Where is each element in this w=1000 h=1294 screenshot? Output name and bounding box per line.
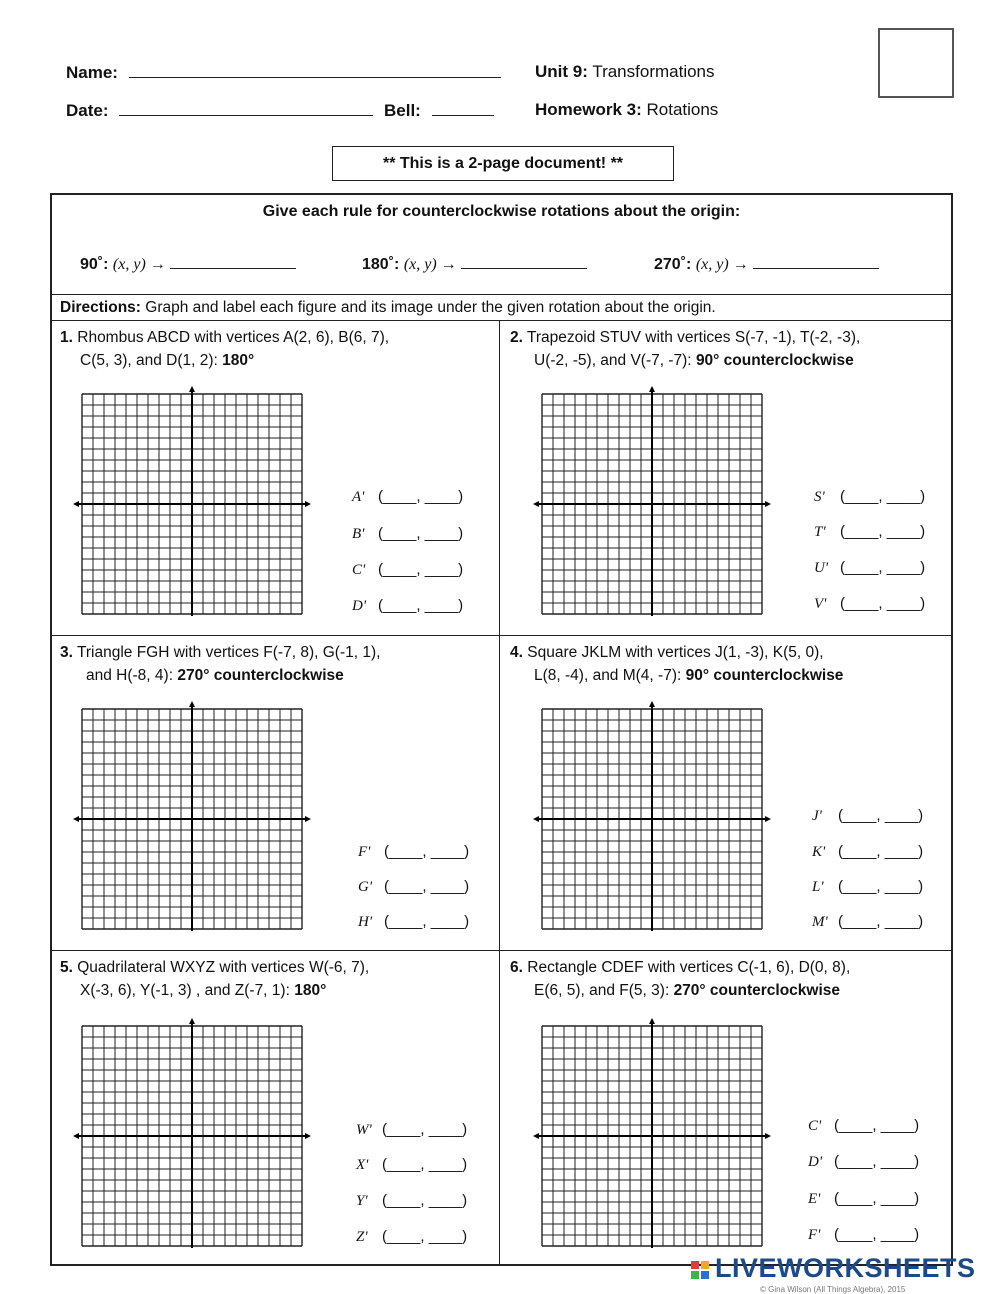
rule-expr: (x, y) → [112,256,166,273]
problem-text: Triangle FGH with vertices F(-7, 8), G(-1, 1), [76,644,381,661]
copyright: © Gina Wilson (All Things Algebra), 2015 [760,1285,906,1294]
problem-number: 3. [60,644,73,661]
problem-text: X(-3, 6), Y(-1, 3) , and Z(-7, 1): [80,982,290,999]
answer-blank[interactable]: (____, ____) [382,1192,468,1209]
rule-degree: 90˚: [80,256,109,273]
answer-label: B' [352,526,365,542]
answer-line[interactable] [812,878,923,896]
coordinate-grid[interactable] [532,1018,776,1248]
answer-line[interactable] [812,913,923,931]
answer-line[interactable] [808,1117,919,1135]
x-axis-arrow-icon [305,816,311,822]
answer-line[interactable] [352,488,463,506]
answer-blank[interactable]: (____, ____) [384,843,470,860]
coordinate-grid[interactable] [532,386,776,616]
answer-blank[interactable]: (____, ____) [838,807,924,824]
x-axis-arrow-icon [533,816,539,822]
answer-label: Y' [356,1193,368,1209]
rule-degree: 270˚: [654,256,692,273]
problem-3 [60,641,490,687]
coordinate-grid[interactable] [72,1018,316,1248]
problem-1 [60,326,490,372]
logo-block [691,1271,699,1279]
problem-text: Rectangle CDEF with vertices C(-1, 6), D(0, 8), [527,959,851,976]
answer-line[interactable] [814,488,925,506]
unit-line [535,62,715,82]
answer-blank[interactable]: (____, ____) [838,843,924,860]
answer-label: U' [814,560,829,576]
answer-label: G' [358,879,373,895]
divider [50,950,953,951]
x-axis-arrow-icon [305,1133,311,1139]
y-axis-arrow-icon [649,701,655,707]
problem-rotation: 270° counterclockwise [673,982,841,999]
rule-180-answer[interactable] [461,254,587,269]
answer-label: D' [808,1154,823,1170]
logo-block [691,1261,699,1269]
unit-label: Unit 9: [535,62,588,81]
two-page-notice: ** This is a 2-page document! ** [332,146,674,181]
date-field[interactable] [119,100,373,116]
problem-text: Trapezoid STUV with vertices S(-7, -1), T(-2, -3), [526,329,861,346]
rule-180 [362,254,587,274]
answer-label: L' [812,879,824,895]
homework-line [535,100,718,120]
directions-label: Directions: [60,299,141,316]
logo-blocks-icon [690,1260,712,1280]
problem-text: L(8, -4), and M(4, -7): [534,667,682,684]
answer-blank[interactable]: (____, ____) [382,1228,468,1245]
problem-number: 2. [510,329,523,346]
y-axis-arrow-icon [649,1018,655,1024]
problem-number: 6. [510,959,523,976]
problem-number: 1. [60,329,73,346]
problem-rotation: 180° [294,982,327,999]
answer-label: F' [808,1227,821,1243]
answer-line[interactable] [352,561,463,579]
problem-text: Quadrilateral WXYZ with vertices W(-6, 7), [77,959,370,976]
answer-label: S' [814,489,825,505]
answer-label: W' [356,1122,372,1138]
date-row [66,100,494,121]
coordinate-grid[interactable] [532,701,776,931]
answer-blank[interactable]: (____, ____) [840,559,926,576]
rule-270-answer[interactable] [753,254,879,269]
answer-blank[interactable]: (____, ____) [834,1117,920,1134]
answer-line[interactable] [358,913,469,931]
answer-blank[interactable]: (____, ____) [378,597,464,614]
answer-blank[interactable]: (____, ____) [384,913,470,930]
x-axis-arrow-icon [73,816,79,822]
answer-blank[interactable]: (____, ____) [840,488,926,505]
answer-line[interactable] [356,1228,467,1246]
answer-blank[interactable]: (____, ____) [382,1156,468,1173]
problem-2 [510,326,950,372]
bell-field[interactable] [432,100,494,116]
directions [60,299,716,317]
rule-90-answer[interactable] [170,254,296,269]
x-axis-arrow-icon [73,1133,79,1139]
answer-label: V' [814,596,827,612]
problem-text: Square JKLM with vertices J(1, -3), K(5, 0), [527,644,824,661]
y-axis-arrow-icon [649,386,655,392]
answer-line[interactable] [812,843,923,861]
homework-label: Homework 3: [535,100,642,119]
answer-line[interactable] [358,878,469,896]
answer-label: C' [808,1118,822,1134]
answer-label: K' [812,844,826,860]
problem-rotation: 180° [222,352,255,369]
answer-line[interactable] [358,843,469,861]
answer-line[interactable] [812,807,923,825]
answer-blank[interactable]: (____, ____) [378,488,464,505]
answer-label: A' [352,489,365,505]
answer-blank[interactable]: (____, ____) [834,1153,920,1170]
answer-blank[interactable]: (____, ____) [378,561,464,578]
answer-line[interactable] [352,525,463,543]
problem-number: 5. [60,959,73,976]
answer-blank[interactable]: (____, ____) [834,1190,920,1207]
rule-expr: (x, y) → [403,256,457,273]
name-row [66,62,501,83]
date-label: Date: [66,101,109,120]
logo-block [701,1261,709,1269]
x-axis-arrow-icon [305,501,311,507]
answer-label: C' [352,562,366,578]
rules-title: Give each rule for counterclockwise rotations about the origin: [262,203,741,220]
problem-text: Rhombus ABCD with vertices A(2, 6), B(6, 7), [77,329,390,346]
answer-line[interactable] [808,1153,919,1171]
answer-line[interactable] [356,1156,467,1174]
answer-blank[interactable]: (____, ____) [384,878,470,895]
divider [50,635,953,636]
y-axis-arrow-icon [189,386,195,392]
problem-text: E(6, 5), and F(5, 3): [534,982,670,999]
bell-label: Bell: [383,101,421,120]
answer-line[interactable] [352,597,463,615]
name-label: Name: [66,63,118,82]
answer-blank[interactable]: (____, ____) [838,913,924,930]
divider [50,320,953,321]
answer-line[interactable] [808,1226,919,1244]
divider [499,320,500,1266]
answer-label: T' [814,524,826,540]
x-axis-arrow-icon [765,501,771,507]
rule-270 [654,254,879,274]
problem-6 [510,956,950,1002]
problem-rotation: 90° counterclockwise [685,667,844,684]
answer-line[interactable] [814,595,925,613]
x-axis-arrow-icon [765,1133,771,1139]
problem-text: and H(-8, 4): [86,667,174,684]
y-axis-arrow-icon [189,701,195,707]
grade-box[interactable] [878,28,954,98]
problem-4 [510,641,950,687]
x-axis-arrow-icon [765,816,771,822]
answer-blank[interactable]: (____, ____) [834,1226,920,1243]
answer-label: J' [812,808,822,824]
answer-line[interactable] [814,559,925,577]
answer-label: Z' [356,1229,368,1245]
homework-title: Rotations [646,100,719,119]
rule-degree: 180˚: [362,256,400,273]
answer-blank[interactable]: (____, ____) [840,523,926,540]
coordinate-grid[interactable] [72,701,316,931]
answer-label: H' [358,914,373,930]
x-axis-arrow-icon [533,1133,539,1139]
rule-90 [80,254,296,274]
unit-title: Transformations [592,62,715,81]
answer-line[interactable] [356,1121,467,1139]
y-axis-arrow-icon [189,1018,195,1024]
directions-text: Graph and label each figure and its image under the given rotation about the origin. [145,299,716,316]
answer-blank[interactable]: (____, ____) [378,525,464,542]
x-axis-arrow-icon [73,501,79,507]
answer-blank[interactable]: (____, ____) [840,595,926,612]
problem-number: 4. [510,644,523,661]
answer-label: F' [358,844,371,860]
name-field[interactable] [129,62,501,78]
problem-text: U(-2, -5), and V(-7, -7): [534,352,692,369]
logo-text: LIVEWORKSHEETS [715,1253,976,1283]
x-axis-arrow-icon [533,501,539,507]
problem-5 [60,956,490,1002]
answer-label: M' [812,914,828,930]
rule-expr: (x, y) → [695,256,749,273]
answer-line[interactable] [356,1192,467,1210]
answer-line[interactable] [808,1190,919,1208]
answer-blank[interactable]: (____, ____) [838,878,924,895]
problem-rotation: 90° counterclockwise [695,352,854,369]
liveworksheets-logo[interactable] [690,1253,976,1284]
logo-block [701,1271,709,1279]
answer-label: X' [356,1157,369,1173]
answer-blank[interactable]: (____, ____) [382,1121,468,1138]
divider [50,294,953,295]
coordinate-grid[interactable] [72,386,316,616]
answer-label: E' [808,1191,821,1207]
answer-line[interactable] [814,523,925,541]
problem-rotation: 270° counterclockwise [177,667,344,684]
problem-text: C(5, 3), and D(1, 2): [80,352,218,369]
answer-label: D' [352,598,367,614]
